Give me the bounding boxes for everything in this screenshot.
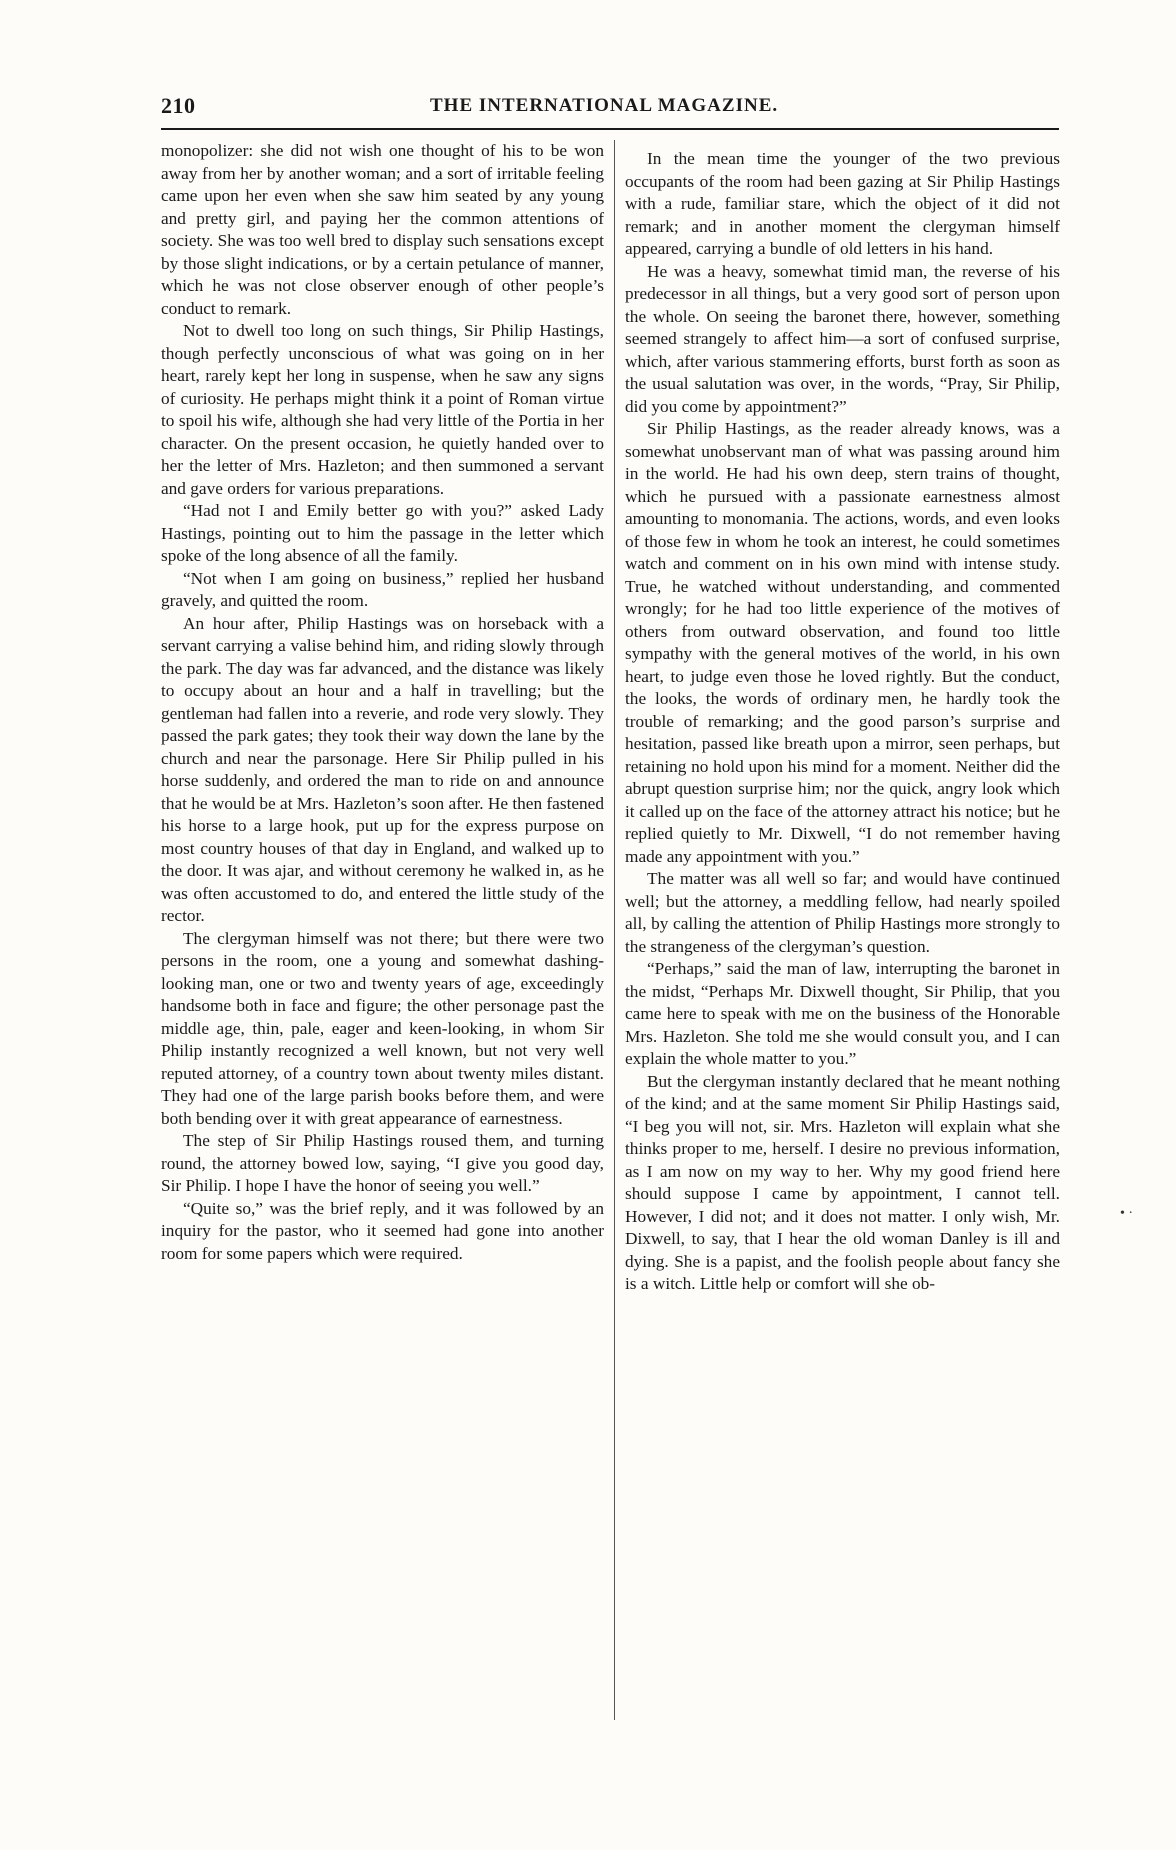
paragraph: “Not when I am going on business,” replied her husband gravely, and quitted the room. xyxy=(161,568,604,610)
paragraph: The matter was all well so far; and would have continued well; but the attorney, a meddling fellow, had nearly spoiled all, by calling the attention of Philip Hastings more strongly to the strangeness of the clergyman’s question. xyxy=(625,869,1060,956)
margin-speck: • · xyxy=(1120,1206,1134,1221)
page-number: 210 xyxy=(161,93,196,118)
paragraph: monopolizer: she did not wish one thought of his to be won away from her by another woman; and a sort of irritable feeling came upon her even when she saw him seated by any young and pretty girl, and paying her the common attentions of society. She was too well bred to display such sensations except by those slight indications, or by a certain petulance of manner, which he was not close observer enough of other people’s conduct to remark. xyxy=(161,141,604,318)
paragraph: “Quite so,” was the brief reply, and it was followed by an inquiry for the pastor, who it seemed had gone into another room for some papers which were required. xyxy=(161,1198,604,1263)
paragraph: Not to dwell too long on such things, Sir Philip Hastings, though perfectly unconscious of what was going on in her heart, rarely kept her long in suspense, when he saw any signs of curiosity. He perhaps might think it a point of Roman virtue to spoil his wife, although she had very little of the Portia in her character. On the present occasion, he quietly handed over to her the letter of Mrs. Hazleton; and then summoned a servant and gave orders for various preparations. xyxy=(161,321,604,498)
left-column xyxy=(161,140,604,1735)
right-column xyxy=(625,148,1060,1743)
paragraph: In the mean time the younger of the two previous occupants of the room had been gazing at Sir Philip Hastings with a rude, familiar stare, which the object of it did not remark; and in another moment the clergyman himself appeared, carrying a bundle of old letters in his hand. xyxy=(625,149,1060,258)
paragraph: The clergyman himself was not there; but there were two persons in the room, one a young and somewhat dashing-looking man, one or two and twenty years of age, exceedingly handsome both in face and figure; the other personage past the middle age, thin, pale, eager and keen-looking, in whom Sir Philip instantly recognized a well known, but not very well reputed attorney, of a country town about twenty miles distant. They had one of the large parish books before them, and were both bending over it with great appearance of earnestness. xyxy=(161,928,604,1128)
paragraph: An hour after, Philip Hastings was on horseback with a servant carrying a valise behind him, and riding slowly through the park. The day was far advanced, and the distance was likely to occupy about an hour and a half in travelling; but the gentleman had fallen into a reverie, and rode very slowly. They passed the park gates; they took their way down the lane by the church and near the parsonage. Here Sir Philip pulled in his horse suddenly, and ordered the man to ride on and announce that he would be at Mrs. Hazleton’s soon after. He then fastened his horse to a large hook, put up for the express purpose on most country houses of that day in England, and walked up to the door. It was ajar, and without ceremony he walked in, as he was often accustomed to do, and entered the little study of the rector. xyxy=(161,613,604,925)
paragraph: “Had not I and Emily better go with you?” asked Lady Hastings, pointing out to him the passage in the letter which spoke of the long absence of all the family. xyxy=(161,501,604,565)
column-divider xyxy=(614,140,615,1720)
paragraph: But the clergyman instantly declared that he meant nothing of the kind; and at the same moment Sir Philip Hastings said, “I beg you will not, sir. Mrs. Hazleton will explain what she thinks proper to me, herself. I desire no previous information, as I am now on my way to her. Why my good friend here should suppose I came by appointment, I cannot tell. However, I did not; and it does not matter. I only wish, Mr. Dixwell, to say, that I hear the old woman Danley is ill and dying. She is a papist, and the foolish people about fancy she is a witch. Little help or comfort will she ob- xyxy=(625,1071,1060,1293)
running-title: THE INTERNATIONAL MAGAZINE. xyxy=(430,95,779,116)
paragraph: Sir Philip Hastings, as the reader already knows, was a somewhat unobservant man of what was passing around him in the world. He had his own deep, stern trains of thought, which he pursued with a passionate earnestness almost amounting to monomania. The actions, words, and even looks of those few in whom he took an interest, he could sometimes watch and comment on in his own mind with intense study. True, he watched without understanding, and commented wrongly; for he had too little experience of the motives of others from outward observation, and found too little sympathy with the general motives of the world, in his own heart, to judge even those he loved rightly. But the conduct, the looks, the words of ordinary men, he hardly took the trouble of remarking; and the good parson’s surprise and hesitation, passed like breath upon a mirror, seen perhaps, but retaining no hold upon his mind for a moment. Neither did the abrupt question surprise him; nor the quick, angry look which it called up on the face of the attorney attract his notice; but he replied quietly to Mr. Dixwell, “I do not remember having made any appointment with you.” xyxy=(625,419,1060,866)
paragraph: The step of Sir Philip Hastings roused them, and turning round, the attorney bowed low, saying, “I give you good day, Sir Philip. I hope I have the honor of seeing you well.” xyxy=(161,1131,604,1195)
header-rule xyxy=(161,128,1059,130)
paragraph: “Perhaps,” said the man of law, interrupting the baronet in the midst, “Perhaps Mr. Dixwell thought, Sir Philip, that you came here to speak with me on the business of the Honorable Mrs. Hazleton. She told me she would consult you, and I can explain the whole matter to you.” xyxy=(625,959,1060,1068)
paragraph: He was a heavy, somewhat timid man, the reverse of his predecessor in all things, but a very good sort of person upon the whole. On seeing the baronet there, however, something seemed strangely to affect him—a sort of confused surprise, which, after various stammering efforts, burst forth as soon as the usual salutation was over, in the words, “Pray, Sir Philip, did you come by appointment?” xyxy=(625,261,1060,416)
